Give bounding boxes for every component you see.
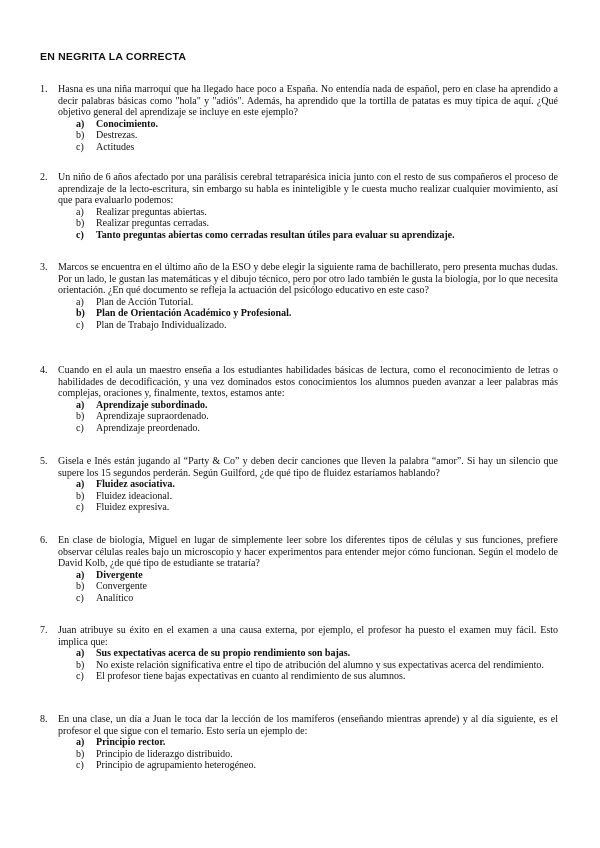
question-1: [40, 84, 558, 154]
options-list: [58, 479, 558, 514]
option-b: b) Realizar preguntas cerradas.: [76, 218, 209, 230]
option-a: a) Divergente: [76, 569, 143, 581]
page-title: EN NEGRITA LA CORRECTA: [40, 51, 187, 63]
question-text: Cuando en el aula un maestro enseña a los estudiantes habilidades básicas de lectura, como el reconocimiento de letras o habilidades de decodificación, y una vez dominados estos conocimientos los alumnos pueden avanzar a leer palabras más complejas, oraciones y, finalmente, textos, estamos ante:: [58, 365, 558, 400]
options-list: [58, 119, 558, 154]
options-list: [58, 570, 558, 605]
option-c: c) Fluidez expresiva.: [76, 502, 170, 514]
option-b: b) Plan de Orientación Académico y Profesional.: [76, 308, 292, 320]
option-a: a) Aprendizaje subordinado.: [76, 399, 208, 411]
question-3: [40, 262, 558, 332]
question-text: Gisela e Inés están jugando al “Party & Co” y deben decir canciones que lleven la palabra “amor”. Si hay un silencio que supere los 15 segundos perderán. Según Guilford, ¿de qué tipo de fluidez estaríamos hablando?: [58, 456, 558, 479]
question-number: 6.: [40, 535, 48, 546]
question-number: 8.: [40, 714, 48, 725]
question-8: [40, 714, 558, 772]
options-list: [58, 207, 558, 242]
question-number: 5.: [40, 456, 48, 467]
question-text: Hasna es una niña marroquí que ha llegado hace poco a España. No entendía nada de español, pero en clase ha aprendido a decir palabras básicas como "hola" y "adiós". Además, ha aprendido que la tortilla de patatas es muy típica de aquí. ¿Qué objetivo general del aprendizaje se incluye en este ejemplo?: [58, 84, 558, 119]
option-a: a) Principio rector.: [76, 737, 166, 749]
options-list: [58, 297, 558, 332]
question-number: 4.: [40, 365, 48, 376]
option-b: b) Fluidez ideacional.: [76, 490, 173, 502]
option-b: b) Aprendizaje supraordenado.: [76, 411, 209, 423]
option-a: a) Plan de Acción Tutorial.: [76, 296, 194, 308]
option-c: c) Principio de agrupamiento heterogéneo.: [76, 760, 256, 772]
question-number: 3.: [40, 262, 48, 273]
option-c: c) Aprendizaje preordenado.: [76, 422, 200, 434]
option-a: a) Fluidez asociativa.: [76, 479, 175, 491]
option-c: c) Actitudes: [76, 141, 135, 153]
question-text: En una clase, un día a Juan le toca dar la lección de los mamíferos (enseñando mientras aprende) y al día siguiente, es el profesor el que sigue con el temario. Esto sería un ejemplo de:: [58, 714, 558, 737]
question-text: Marcos se encuentra en el último año de la ESO y debe elegir la siguiente rama de bachillerato, pero presenta muchas dudas. Por un lado, le gustan las matemáticas y el dibujo técnico, pero por otro lado también le gusta la biología, por lo que necesita orientación. ¿En qué documento se refleja la actuación del psicólogo educativo en este caso?: [58, 262, 558, 297]
option-b: b) Destrezas.: [76, 130, 138, 142]
question-text: Juan atribuye su éxito en el examen a una causa externa, por ejemplo, el profesor ha puesto el examen muy fácil. Esto implica que:: [58, 625, 558, 648]
question-2: [40, 172, 558, 242]
option-a: a) Sus expectativas acerca de su propio rendimiento son bajas.: [76, 648, 351, 660]
question-text: Un niño de 6 años afectado por una parálisis cerebral tetraparésica inicia junto con el resto de sus compañeros el proceso de aprendizaje de la lecto-escritura, sin embargo su habla es ininteligible y le cuesta mucho realizar cualquier movimiento, así que para evaluarlo podemos:: [58, 172, 558, 207]
option-a: a) Realizar preguntas abiertas.: [76, 206, 207, 218]
options-list: [58, 400, 558, 435]
option-c: c) Tanto preguntas abiertas como cerradas resultan útiles para evaluar su aprendizaje.: [76, 229, 455, 241]
option-b: b) Convergente: [76, 581, 147, 593]
option-c: c) Analítico: [76, 592, 134, 604]
option-a: a) Conocimiento.: [76, 118, 158, 130]
question-number: 2.: [40, 172, 48, 183]
option-c: c) Plan de Trabajo Individualizado.: [76, 319, 227, 331]
option-b: b) Principio de liderazgo distribuido.: [76, 748, 233, 760]
options-list: [58, 737, 558, 772]
question-6: [40, 535, 558, 605]
question-5: [40, 456, 558, 514]
option-b: b) No existe relación significativa entre el tipo de atribución del alumno y sus expectativas acerca del rendimiento.: [76, 659, 544, 671]
option-c: c) El profesor tiene bajas expectativas en cuanto al rendimiento de sus alumnos.: [76, 671, 406, 683]
question-number: 1.: [40, 84, 48, 95]
question-number: 7.: [40, 625, 48, 636]
question-4: [40, 365, 558, 435]
question-7: [40, 625, 558, 683]
options-list: [58, 648, 558, 683]
question-text: En clase de biología, Miguel en lugar de simplemente leer sobre los diferentes tipos de células y sus funciones, prefiere observar células reales bajo un microscopio y hacer experimentos para entender mejor cómo funcionan. Según el modelo de David Kolb, ¿de qué tipo de estudiante se trataría?: [58, 535, 558, 570]
